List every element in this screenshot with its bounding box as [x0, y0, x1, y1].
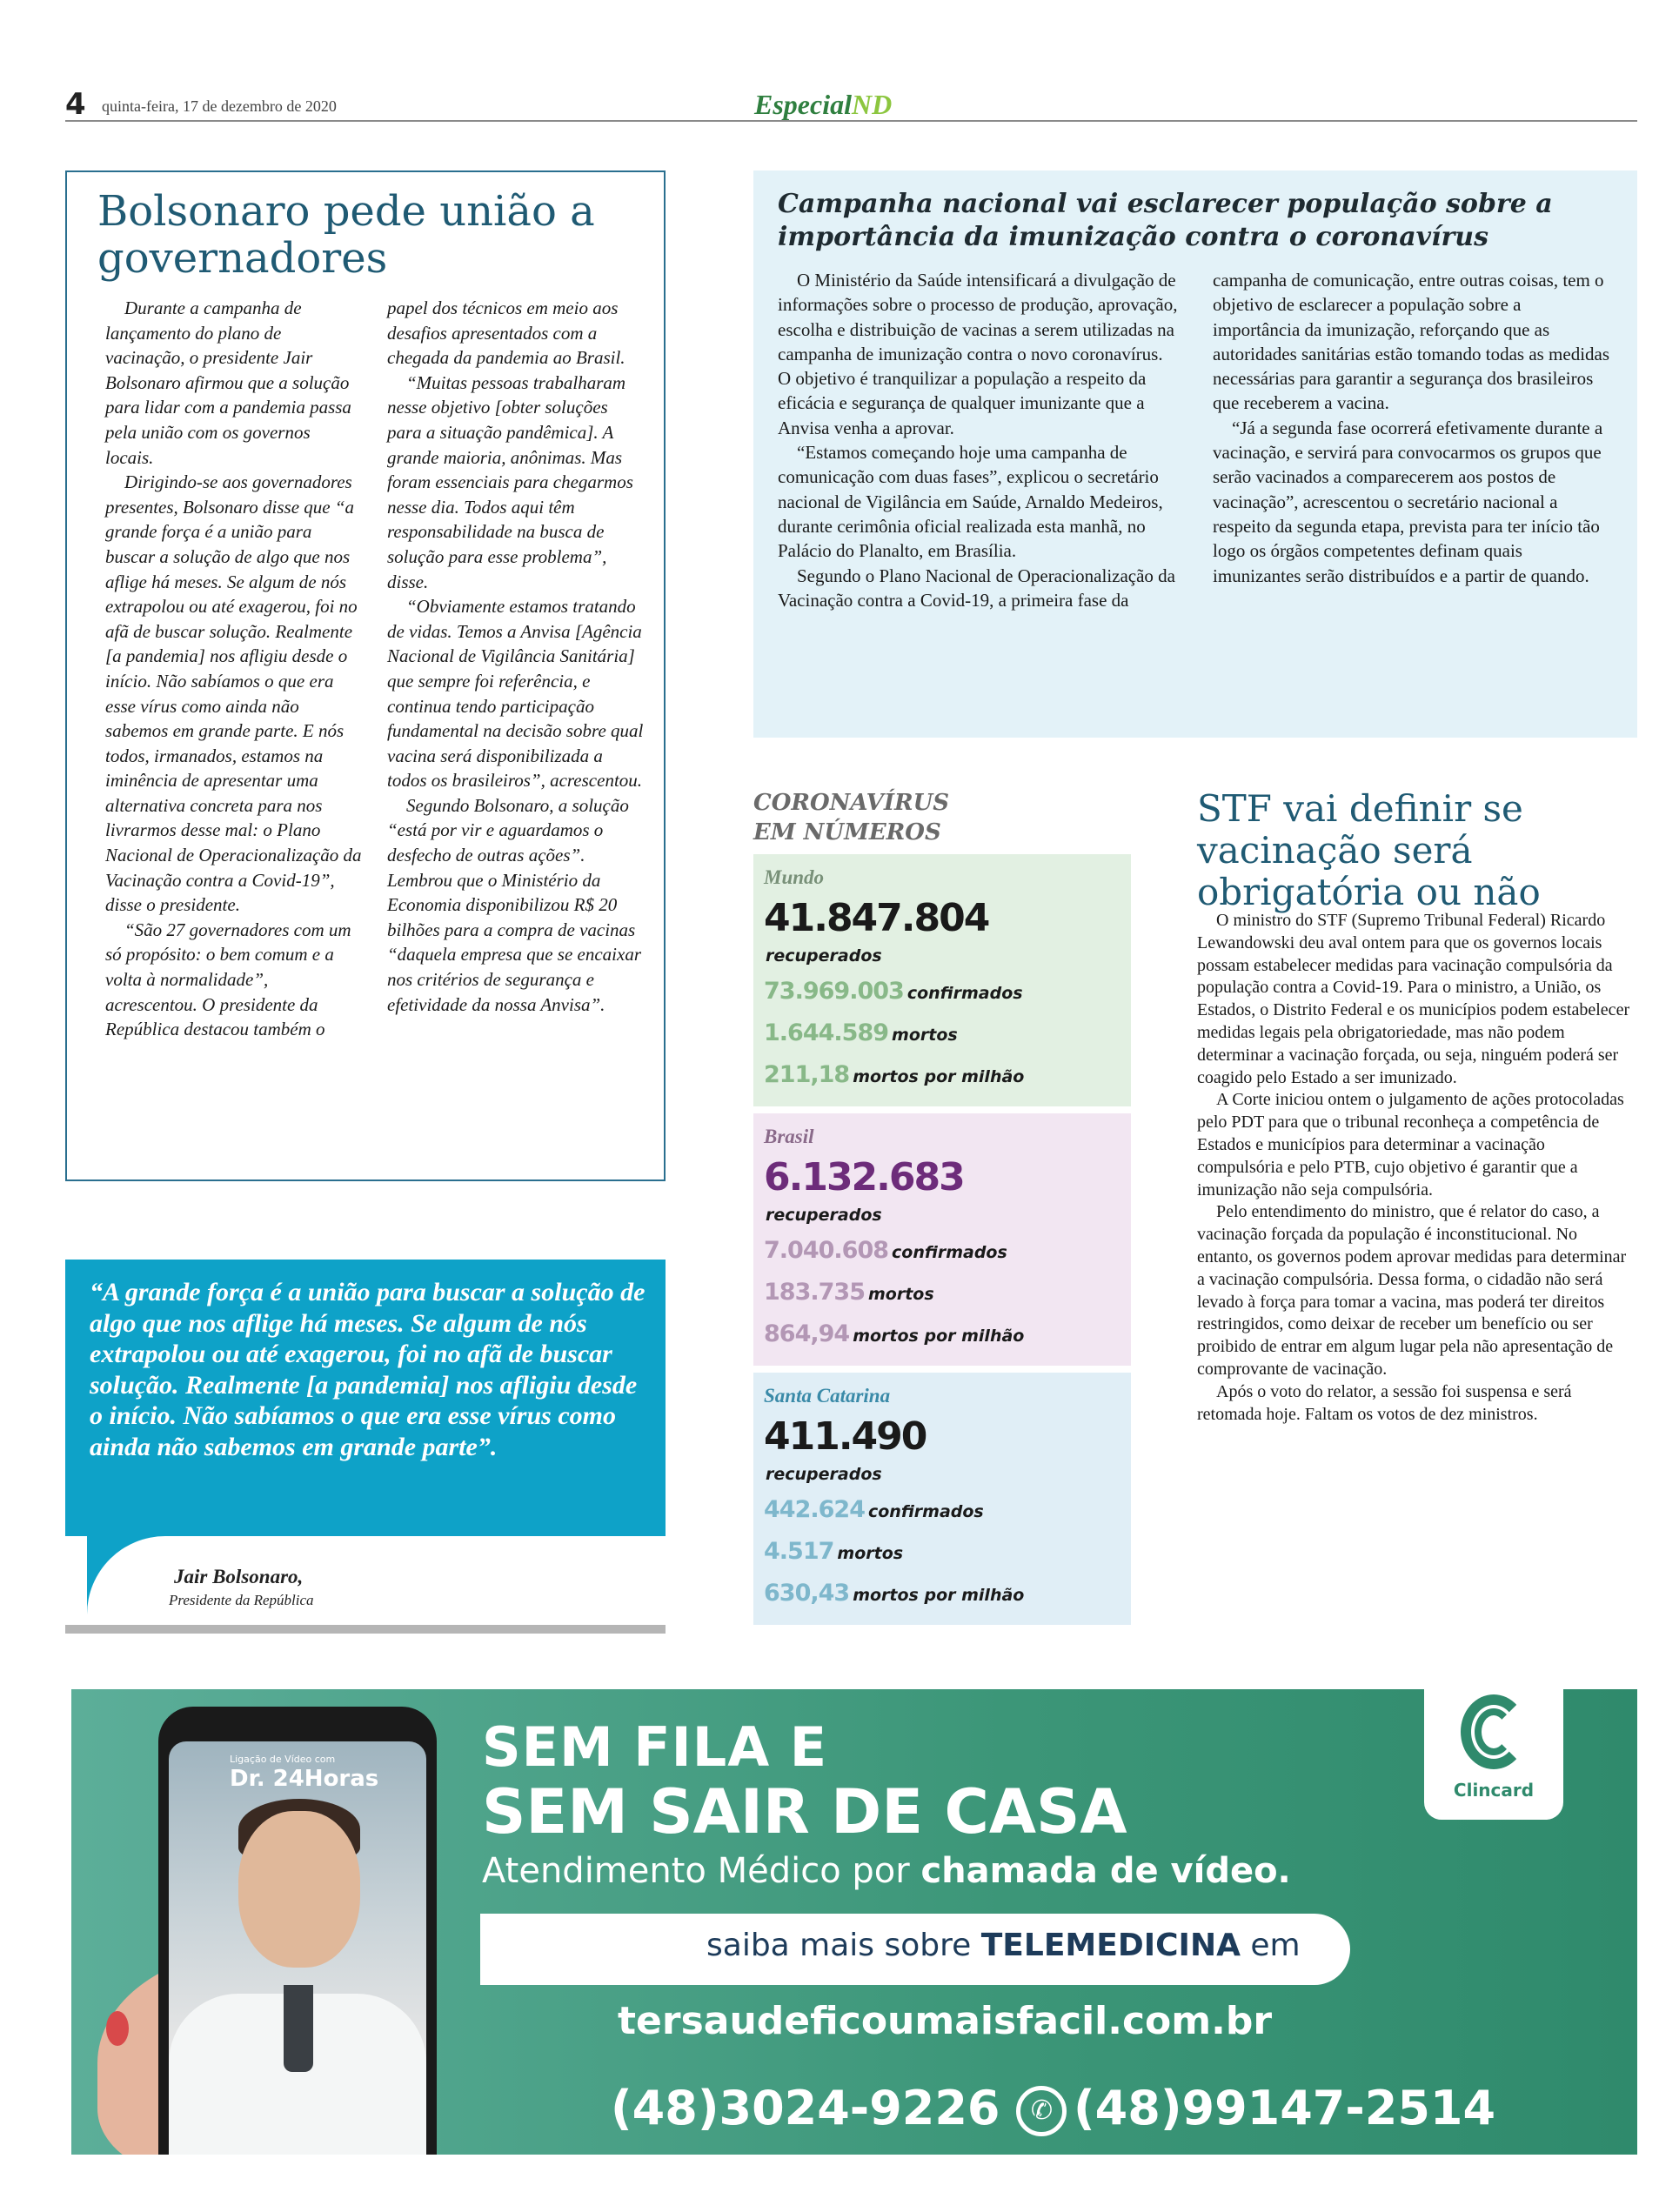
per-million-label: mortos por milhão: [853, 1067, 1025, 1086]
ad-sub-b: chamada de vídeo.: [920, 1851, 1291, 1891]
bolsonaro-paragraph: Segundo Bolsonaro, a solução “está por vir e aguardamos o desfecho de outras ações”. Lembrou que o Ministério da Economia disponibilizou R$ 20 bilhões para a compra de vacinas “daquela empresa que se encaixar nos critérios de segurança e efetividade da nossa Anvisa”.: [387, 794, 641, 1015]
stf-paragraph: Após o voto do relator, a sessão foi suspensa e será retomada hoje. Faltam os votos de dez ministros.: [1197, 1381, 1572, 1424]
stats-santa-catarina: [753, 1373, 1131, 1625]
confirmed-label: confirmados: [906, 984, 1023, 1003]
deaths-row: [764, 1019, 958, 1046]
whatsapp-icon: [1016, 2086, 1067, 2136]
ad-headline-2: SEM SAIR DE CASA: [482, 1776, 1127, 1848]
fingernail: [106, 2011, 129, 2046]
logo-name: Clincard: [1453, 1780, 1535, 1801]
telemedicine-ad[interactable]: [71, 1689, 1637, 2155]
pill-c: em: [1240, 1928, 1301, 1963]
bolsonaro-body: [105, 296, 645, 1042]
deaths-row: [764, 1279, 934, 1306]
doctor-tie: [284, 1985, 313, 2072]
confirmed-row: [764, 978, 1023, 1005]
per-million-label: mortos por milhão: [853, 1586, 1025, 1605]
bolsonaro-paragraph: “Muitas pessoas trabalharam nesse objetivo [obter soluções para a situação pandêmica]. A grande maioria, anônimas. Mas foram essenciais para chegarmos nesse dia. Todos aqui têm responsabilidade na busca de solução para esse problema”, disse.: [387, 371, 633, 592]
recovered-label: recuperados: [766, 1465, 882, 1484]
campanha-body: [778, 268, 1613, 612]
ad-phone-number[interactable]: (48)3024-9226: [611, 2081, 1000, 2135]
screen-title: Dr. 24Horas: [230, 1766, 379, 1792]
quote-author-role: Presidente da República: [169, 1592, 314, 1608]
confirmed-value: 73.969.003: [764, 978, 904, 1005]
section-brand: [754, 89, 892, 121]
per-million-row: [764, 1061, 1024, 1088]
stf-headline: STF vai definir se vacinação será obrigatória ou não: [1197, 787, 1541, 913]
deaths-row: [764, 1538, 903, 1565]
region-name: Santa Catarina: [764, 1385, 891, 1407]
campanha-headline: Campanha nacional vai esclarecer população sobre a importância da imunização contra o coronavírus: [778, 189, 1553, 252]
phone-illustration: [158, 1707, 437, 2155]
campanha-article: [753, 170, 1637, 738]
stf-body: [1197, 910, 1632, 1426]
bolsonaro-paragraph: Dirigindo-se aos governadores presentes, Bolsonaro disse que “a grande força é a união para buscar a solução de algo que nos aflige há meses. Se algum de nós extrapolou ou até exagerou, foi no afã de buscar solução. Realmente [a pandemia] nos afligiu desde o início. Não sabíamos o que era esse vírus como ainda não sabemos em grande parte. E nós todos, irmanados, estamos na iminência de apresentar uma alternativa concreta para nos livrarmos desse mal: o Plano Nacional de Operacionalização da Vacinação contra a Covid-19”, disse o presidente.: [105, 471, 362, 916]
numbers-title-line1: CORONAVÍRUS: [753, 790, 950, 816]
numbers-title: [753, 788, 949, 847]
page-number: 4: [65, 87, 86, 122]
doctor-face: [238, 1811, 360, 1968]
confirmed-row: [764, 1237, 1007, 1264]
deaths-value: 1.644.589: [764, 1019, 889, 1046]
deaths-value: 183.735: [764, 1279, 865, 1306]
campanha-paragraph: Segundo o Plano Nacional de Operacionalização da Vacinação contra a Covid-19, a primeira fase da campanha de comunicação, entre outras coisas, tem o objetivo de esclarecer a população sobre a importância da imunização, reforçando que as autoridades sanitárias estão tomando todas as medidas necessárias para garantir a segurança dos brasileiros que receberem a vacina.: [778, 270, 1610, 611]
ad-headline-1: SEM FILA E: [482, 1715, 828, 1779]
per-million-label: mortos por milhão: [853, 1327, 1025, 1346]
per-million-value: 211,18: [764, 1061, 850, 1088]
region-name: Brasil: [764, 1126, 814, 1147]
recovered-label: recuperados: [766, 1206, 882, 1225]
pull-quote: [65, 1260, 666, 1536]
confirmed-label: confirmados: [867, 1502, 984, 1521]
campanha-paragraph: “Já a segunda fase ocorrerá efetivamente durante a vacinação, e servirá para convocarmos os grupos que serão vacinados a comparecerem aos postos de vacinação”, acrescentou o secretário nacional a respeito da segunda etapa, prevista para ter início tão logo os órgãos competentes definam quais imunizantes serão distribuídos e a partir de quando.: [1213, 417, 1603, 586]
bolsonaro-paragraph: Durante a campanha de lançamento do plano de vacinação, o presidente Jair Bolsonaro afirmou que a solução para lidar com a pandemia passa pela união com os governos locais.: [105, 297, 351, 468]
deaths-label: mortos: [867, 1285, 934, 1304]
whatsapp-glyph: ✆: [1031, 2095, 1054, 2126]
clincard-logo: [1424, 1689, 1563, 1820]
stf-paragraph: A Corte iniciou ontem o julgamento de ações protocoladas pelo PDT para que o tribunal reconheça a competência de Estados e municípios para determinar a vacinação compulsória e pelo PTB, cujo objetivo é garantir que a imunização não seja compulsória.: [1197, 1090, 1624, 1200]
ad-website-link[interactable]: tersaudeficoumaisfacil.com.br: [618, 1999, 1273, 2043]
numbers-title-line2: EM NÚMEROS: [753, 819, 941, 845]
pill-b: TELEMEDICINA: [980, 1928, 1241, 1963]
pull-quote-text: “A grande força é a união para buscar a solução de algo que nos aflige há meses. Se algum de nós extrapolou ou até exagerou, foi no afã de buscar solução. Realmente [a pandemia] nos afligiu desde o início. Não sabíamos o que era esse vírus como ainda não sabemos em grande parte”.: [90, 1278, 646, 1461]
quote-author: Jair Bolsonaro,: [174, 1566, 304, 1587]
per-million-value: 630,43: [764, 1580, 850, 1607]
ad-whatsapp-number[interactable]: (48)99147-2514: [1074, 2081, 1496, 2135]
divider: [65, 1625, 666, 1634]
bolsonaro-article: [65, 170, 666, 1181]
deaths-value: 4.517: [764, 1538, 834, 1565]
logo-c-inner: [1475, 1708, 1513, 1755]
stf-paragraph: Pelo entendimento do ministro, que é relator do caso, a vacinação forçada da população é inconstitucional. No entanto, os governos podem aprovar medidas para determinar a vacinação compulsória. Dessa forma, o cidadão não será levado à força para tomar a vacina, mas poderá ter direitos restringidos, como deixar de receber um benefício ou ser proibido de entrar em algum lugar pela não apresentação de comprovante de vacinação.: [1197, 1202, 1627, 1379]
bolsonaro-paragraph: “São 27 governadores com um só propósito: o bem comum e a volta à normalidade”, acrescentou. O presidente da República destacou também o papel dos técnicos em meio aos desafios apresentados com a chegada da pandemia ao Brasil.: [105, 297, 625, 1040]
ad-subheadline: [482, 1851, 1291, 1891]
screen-caption: Ligação de Vídeo com: [230, 1754, 336, 1765]
campanha-paragraph: “Estamos começando hoje uma campanha de comunicação com duas fases”, explicou o secretário nacional de Vigilância em Saúde, Arnaldo Medeiros, durante cerimônia oficial realizada esta manhã, no Palácio do Planalto, em Brasília.: [778, 442, 1163, 562]
confirmed-row: [764, 1496, 984, 1523]
region-name: Mundo: [764, 866, 825, 888]
deaths-label: mortos: [837, 1544, 904, 1563]
confirmed-value: 7.040.608: [764, 1237, 889, 1264]
brand-especial: Especial: [754, 89, 852, 120]
per-million-row: [764, 1320, 1024, 1347]
phone-screen: [169, 1741, 426, 2155]
confirmed-label: confirmados: [892, 1243, 1007, 1262]
ad-sub-a: Atendimento Médico por: [482, 1851, 921, 1891]
recovered-value: 41.847.804: [764, 896, 989, 940]
bolsonaro-paragraph: “Obviamente estamos tratando de vidas. Temos a Anvisa [Agência Nacional de Vigilância Sanitária] que sempre foi referência, e continua tendo participação fundamental na decisão sobre qual vacina será disponibilizada a todos os brasileiros”, acrescentou.: [387, 596, 644, 792]
per-million-value: 864,94: [764, 1320, 850, 1347]
page-header: [65, 87, 1637, 122]
brand-nd: ND: [851, 89, 893, 120]
pill-a: saiba mais sobre: [706, 1928, 981, 1963]
bolsonaro-headline: Bolsonaro pede união a governadores: [97, 187, 595, 283]
campanha-paragraph: O Ministério da Saúde intensificará a divulgação de informações sobre o processo de produção, aprovação, escolha e distribuição de vacinas a serem utilizadas na campanha de imunização contra o novo coronavírus. O objetivo é tranquilizar a população a respeito da eficácia e segurança de qualquer imunizante que a Anvisa venha a aprovar.: [778, 270, 1178, 438]
recovered-value: 411.490: [764, 1414, 926, 1459]
stats-brasil: [753, 1113, 1131, 1366]
stf-paragraph: O ministro do STF (Supremo Tribunal Federal) Ricardo Lewandowski deu aval ontem para que os governos locais possam estabelecer medidas para vacinação compulsória da população contra a Covid-19. Para o ministro, a União, os Estados, o Distrito Federal e os municípios podem estabelecer medidas legais pela obrigatoriedade, mas não podem determinar a vacinação forçada, ou seja, ninguém poderá ser coagido pelo Estado a ser imunizado.: [1197, 911, 1630, 1087]
recovered-label: recuperados: [766, 946, 882, 966]
stats-mundo: [753, 854, 1131, 1106]
page-date: quinta-feira, 17 de dezembro de 2020: [102, 97, 337, 115]
recovered-value: 6.132.683: [764, 1155, 964, 1200]
per-million-row: [764, 1580, 1024, 1607]
ad-info-pill: [480, 1914, 1350, 1985]
confirmed-value: 442.624: [764, 1496, 865, 1523]
pill-text: [706, 1928, 1301, 1963]
deaths-label: mortos: [892, 1026, 958, 1045]
